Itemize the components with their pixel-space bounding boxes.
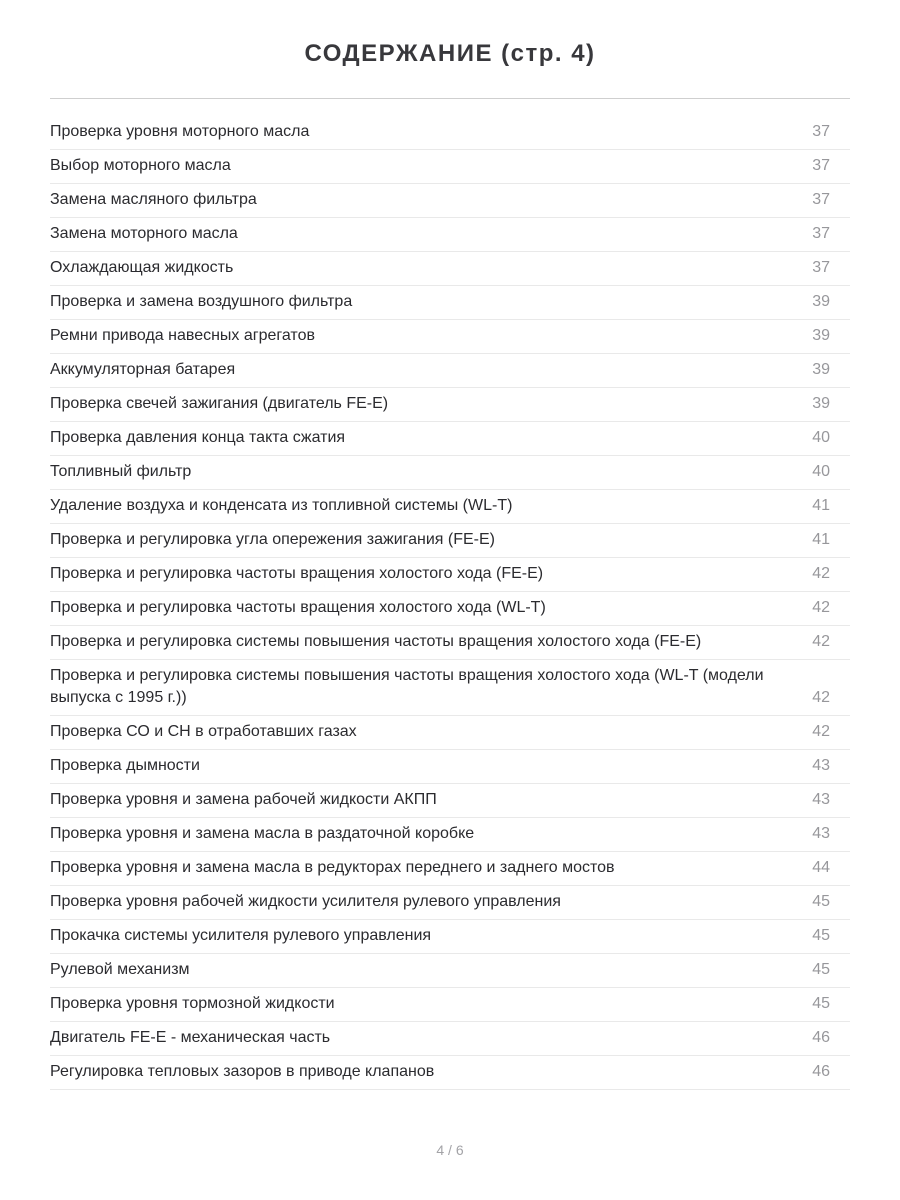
toc-entry-label: Проверка уровня и замена рабочей жидкости АКПП [50,791,437,808]
toc-entry-label: Проверка и регулировка системы повышения частоты вращения холостого хода (WL-T (модели выпуска с 1995 г.)) [50,667,764,706]
toc-entry [50,818,850,852]
toc-entry-page: 41 [812,497,830,514]
toc-entry-page: 39 [812,327,830,344]
toc-entry-page: 37 [812,259,830,276]
toc-content [50,0,850,1090]
toc-entry-label: Проверка и замена воздушного фильтра [50,293,353,310]
toc-entry [50,886,850,920]
toc-entry [50,456,850,490]
toc-entry-page: 42 [812,565,830,582]
toc-entry [50,660,850,716]
toc-entry [50,784,850,818]
toc-entry-label: Проверка уровня рабочей жидкости усилителя рулевого управления [50,893,561,910]
toc-entry [50,852,850,886]
toc-entry-page: 42 [812,723,830,740]
toc-entry-page: 37 [812,191,830,208]
toc-entry-page: 39 [812,293,830,310]
toc-entry-page: 37 [812,123,830,140]
toc-entry [50,716,850,750]
toc-entry [50,286,850,320]
toc-entry-page: 46 [812,1029,830,1046]
toc-entry-label: Регулировка тепловых зазоров в приводе клапанов [50,1063,435,1080]
toc-entry-label: Топливный фильтр [50,463,192,480]
toc-entry [50,388,850,422]
toc-entry-label: Проверка уровня тормозной жидкости [50,995,335,1012]
toc-entry-label: Проверка дымности [50,757,200,774]
toc-entry [50,592,850,626]
toc-entry-label: Проверка давления конца такта сжатия [50,429,346,446]
title-divider [50,98,850,99]
toc-entry [50,524,850,558]
toc-entry-label: Двигатель FE-E - механическая часть [50,1029,331,1046]
toc-entry-label: Проверка СО и СН в отработавших газах [50,723,357,740]
toc-entry-page: 40 [812,429,830,446]
toc-entry-label: Ремни привода навесных агрегатов [50,327,315,344]
toc-entry-page: 45 [812,927,830,944]
toc-entry-label: Проверка и регулировка частоты вращения холостого хода (WL-T) [50,599,546,616]
toc-entry-page: 45 [812,893,830,910]
toc-entry [50,150,850,184]
toc-entry [50,320,850,354]
toc-entry-label: Удаление воздуха и конденсата из топливной системы (WL-T) [50,497,513,514]
toc-entry-label: Выбор моторного масла [50,157,231,174]
toc-entry-label: Проверка свечей зажигания (двигатель FE-E) [50,395,389,412]
toc-entry-page: 42 [812,689,830,706]
toc-entry-page: 42 [812,599,830,616]
toc-entry-label: Проверка уровня и замена масла в редукторах переднего и заднего мостов [50,859,615,876]
toc-entry-page: 41 [812,531,830,548]
toc-entry-label: Проверка и регулировка частоты вращения холостого хода (FE-E) [50,565,544,582]
toc-entry [50,490,850,524]
toc-entry [50,184,850,218]
toc-entry-label: Проверка уровня моторного масла [50,123,310,140]
toc-entry-page: 46 [812,1063,830,1080]
toc-entry-label: Проверка и регулировка угла опережения зажигания (FE-E) [50,531,496,548]
toc-entry-label: Проверка и регулировка системы повышения частоты вращения холостого хода (FE-E) [50,633,702,650]
toc-entry-page: 45 [812,961,830,978]
toc-entry [50,954,850,988]
toc-entry-label: Рулевой механизм [50,961,190,978]
toc-entry-page: 39 [812,395,830,412]
toc-entry [50,920,850,954]
toc-entry [50,422,850,456]
toc-entry [50,354,850,388]
toc-entry-page: 45 [812,995,830,1012]
toc-entry [50,1056,850,1090]
toc-entry [50,988,850,1022]
toc-entry [50,750,850,784]
toc-entry-label: Охлаждающая жидкость [50,259,234,276]
toc-entry-page: 43 [812,825,830,842]
toc-entry-page: 37 [812,225,830,242]
toc-entry [50,218,850,252]
toc-list [50,116,850,1090]
page-title: СОДЕРЖАНИЕ (стр. 4) [304,40,596,67]
toc-entry [50,1022,850,1056]
toc-entry [50,558,850,592]
toc-entry-label: Замена масляного фильтра [50,191,257,208]
toc-entry [50,116,850,150]
page-counter: 4 / 6 [436,1142,464,1158]
toc-entry-page: 37 [812,157,830,174]
toc-entry [50,626,850,660]
toc-entry-page: 40 [812,463,830,480]
toc-entry-label: Аккумуляторная батарея [50,361,236,378]
toc-entry-label: Прокачка системы усилителя рулевого управления [50,927,432,944]
toc-entry-page: 44 [812,859,830,876]
toc-entry-page: 43 [812,791,830,808]
toc-entry-page: 42 [812,633,830,650]
toc-entry-page: 39 [812,361,830,378]
toc-entry-label: Проверка уровня и замена масла в раздаточной коробке [50,825,475,842]
toc-entry [50,252,850,286]
toc-entry-page: 43 [812,757,830,774]
toc-entry-label: Замена моторного масла [50,225,238,242]
